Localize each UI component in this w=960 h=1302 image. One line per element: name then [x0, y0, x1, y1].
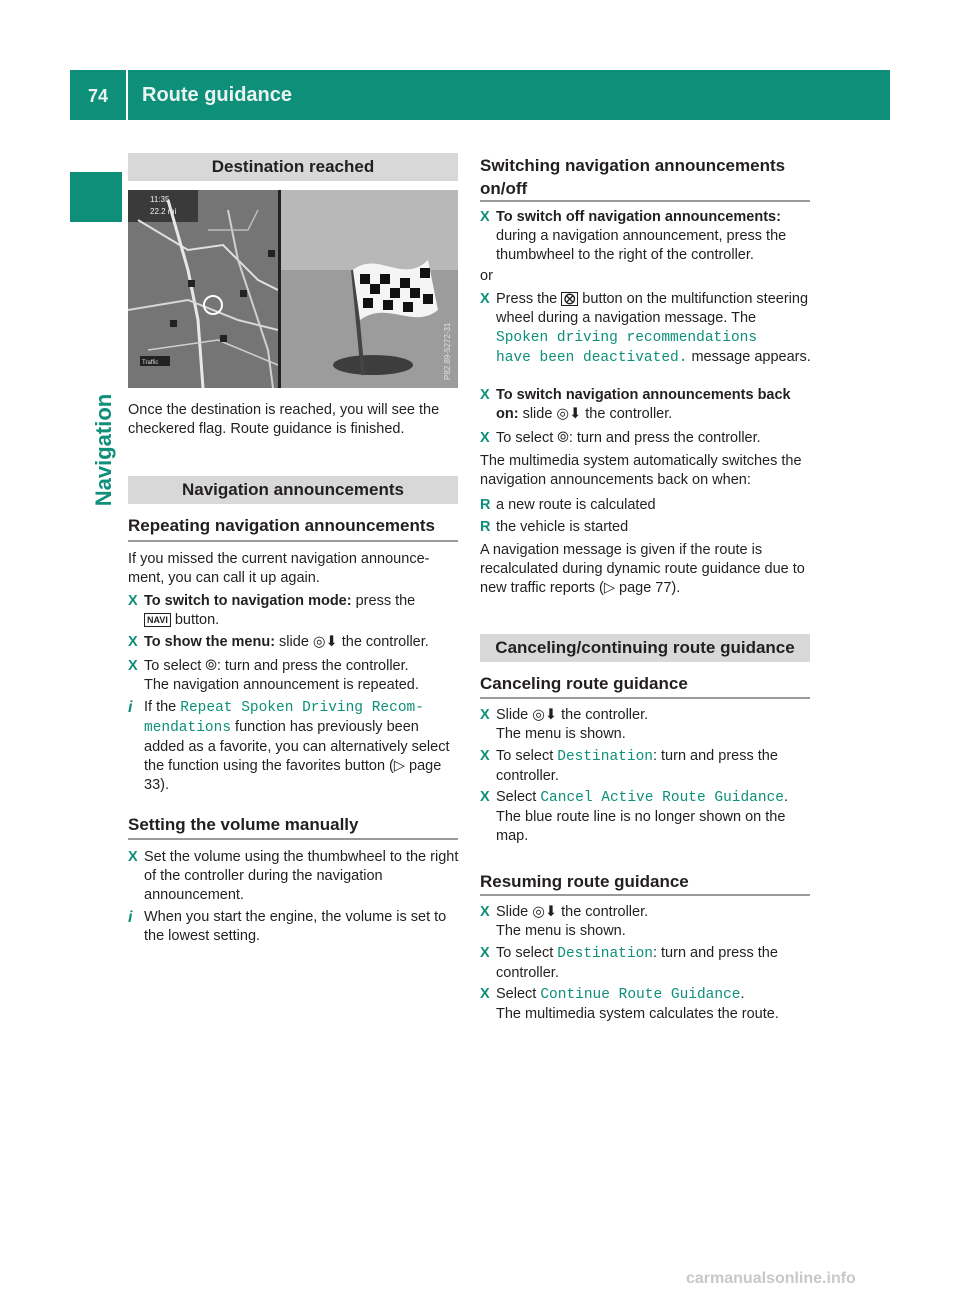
- repeating-intro: If you missed the current navigation announce-ment, you can call it up again.: [128, 551, 430, 586]
- subheading-volume: Setting the volume manually: [128, 815, 359, 834]
- body-text: A navigation message is given if the route is recalculated during dynamic route guidance due to new traffic reports (▷ page 77).: [480, 542, 805, 596]
- step-text: To select ⦾: turn and press the controller.: [496, 430, 761, 446]
- section-heading-destination: [128, 153, 458, 181]
- step-marker: X: [480, 945, 490, 961]
- step-bold: To show the menu:: [144, 634, 276, 650]
- destination-text: Once the destination is reached, you will see the checkered flag. Route guidance is finished.: [128, 402, 440, 437]
- step-marker: X: [480, 789, 490, 805]
- step-text: Slide ◎⬇ the controller.: [496, 707, 649, 723]
- note-text: function has previously been added as a favorite, you can alternatively select the function using the favorites button (▷ page 33).: [144, 719, 450, 793]
- subheading-rule: [480, 697, 810, 699]
- body-text: The multimedia system automatically switches the navigation announcements back on when:: [480, 453, 802, 488]
- step-result: The blue route line is no longer shown on the map.: [496, 809, 786, 844]
- step-text: To select: [496, 748, 558, 764]
- map-time: 11:35: [150, 195, 170, 204]
- message-name: Spoken driving recommendations: [496, 330, 758, 346]
- page-header: [70, 70, 890, 120]
- step-marker: X: [480, 986, 490, 1002]
- info-icon: i: [128, 909, 133, 926]
- list-item: [128, 633, 460, 652]
- subheading-rule: [128, 838, 458, 840]
- menu-item-name: Cancel Active Route Guidance: [540, 790, 784, 806]
- list-item: [480, 386, 812, 424]
- bullet-item: [480, 518, 812, 537]
- side-tab: [70, 172, 122, 222]
- subheading-repeating: Repeating navigation announcements: [128, 516, 435, 535]
- footer-watermark[interactable]: carmanualsonline.info: [686, 1270, 856, 1287]
- destination-image: [128, 190, 458, 388]
- step-marker: X: [480, 387, 490, 403]
- step-marker: X: [128, 849, 138, 865]
- map-traffic-label: Traffic: [142, 360, 159, 366]
- mute-button-icon: ⨂: [561, 292, 578, 306]
- bullet-item: [480, 496, 812, 515]
- step-text: slide ◎⬇ the controller.: [518, 406, 673, 422]
- list-item: [480, 208, 812, 265]
- step-marker: X: [128, 634, 138, 650]
- step-marker: X: [480, 209, 490, 225]
- list-item: [480, 903, 812, 941]
- subheading-resuming: Resuming route guidance: [480, 872, 689, 891]
- image-code: P82.89-5272-31: [443, 322, 452, 380]
- list-item: [480, 788, 812, 846]
- bullet-text: the vehicle is started: [496, 519, 629, 535]
- step-marker: X: [128, 593, 138, 609]
- message-name: have been deactivated.: [496, 350, 688, 366]
- page-number: 74: [88, 86, 109, 106]
- note-text: When you start the engine, the volume is set to the lowest setting.: [144, 909, 447, 944]
- subheading-canceling: Canceling route guidance: [480, 674, 688, 693]
- step-result: The navigation announcement is repeated.: [144, 677, 419, 693]
- navi-key-icon: NAVI: [144, 613, 171, 627]
- step-text: Slide ◎⬇ the controller.: [496, 904, 649, 920]
- step-text: message appears.: [687, 349, 811, 365]
- side-label-text: Navigation: [91, 393, 116, 507]
- step-marker: X: [480, 707, 490, 723]
- step-result: The multimedia system calculates the route.: [496, 1006, 779, 1022]
- map-distance: 22.2 mi: [150, 207, 177, 216]
- step-text: slide ◎⬇ the controller.: [275, 634, 429, 650]
- section-heading-text: Destination reached: [211, 157, 375, 176]
- step-text: during a navigation announcement, press the thumbwheel to the right of the controller.: [496, 228, 787, 263]
- step-text: : turn and press the controller.: [496, 945, 778, 981]
- section-heading-text: Canceling/continuing route guidance: [495, 638, 795, 657]
- step-bold: To switch to navigation mode:: [144, 593, 352, 609]
- side-section-label: [84, 393, 124, 507]
- list-item: [480, 706, 812, 744]
- step-bold: To switch navigation announcements back on:: [496, 387, 791, 422]
- step-text: .: [740, 986, 745, 1002]
- step-marker: X: [480, 291, 490, 307]
- step-marker: X: [480, 430, 490, 446]
- list-item: [128, 592, 460, 630]
- section-heading-canceling: [480, 634, 810, 662]
- bullet-marker: R: [480, 519, 491, 535]
- step-text: Select: [496, 986, 541, 1002]
- list-item: [480, 429, 812, 448]
- step-text: press the: [351, 593, 416, 609]
- list-item: [128, 657, 460, 695]
- list-item: [480, 985, 812, 1024]
- destination-screenshot: [128, 190, 458, 388]
- step-text: Select: [496, 789, 541, 805]
- step-text: Set the volume using the thumbwheel to the right of the controller during the navigation announcement.: [144, 849, 459, 903]
- subheading-rule: [480, 200, 810, 202]
- step-bold: To switch off navigation announcements:: [496, 209, 781, 225]
- bullet-marker: R: [480, 497, 491, 513]
- menu-item-name: Continue Route Guidance: [540, 987, 741, 1003]
- note-text: If the: [144, 699, 181, 715]
- subheading-rule: [128, 540, 458, 542]
- subheading-rule: [480, 894, 810, 896]
- info-note: [128, 908, 460, 946]
- section-heading-announcements: [128, 476, 458, 504]
- step-text: To select ⦾: turn and press the controller.: [144, 658, 409, 674]
- info-icon: i: [128, 699, 133, 716]
- list-item: [128, 848, 460, 905]
- step-result: The menu is shown.: [496, 923, 626, 939]
- step-marker: X: [128, 658, 138, 674]
- menu-item-name: Destination: [557, 946, 653, 962]
- section-heading-text: Navigation announcements: [182, 480, 404, 499]
- list-item: [480, 747, 812, 786]
- step-text: button.: [170, 612, 220, 628]
- menu-item-name: Destination: [557, 749, 653, 765]
- step-text: button on the multifunction steering wheel during a navigation message. The: [496, 291, 809, 326]
- subheading-switching: Switching navigation announcements on/off: [480, 156, 786, 198]
- step-marker: X: [480, 748, 490, 764]
- list-item: [480, 944, 812, 983]
- bullet-text: a new route is calculated: [496, 497, 656, 513]
- step-result: The menu is shown.: [496, 726, 626, 742]
- step-marker: X: [480, 904, 490, 920]
- menu-item-name: mendations: [144, 720, 232, 736]
- chapter-title: Route guidance: [142, 84, 293, 106]
- step-text: .: [783, 789, 789, 805]
- menu-item-name: Repeat Spoken Driving Recom‐: [180, 700, 424, 716]
- step-text: Press the: [496, 291, 562, 307]
- info-note: [128, 698, 460, 795]
- step-text: : turn and press the controller.: [496, 748, 778, 784]
- header-divider: [126, 70, 128, 120]
- list-item: [480, 290, 812, 368]
- step-text: To select: [496, 945, 558, 961]
- or-text: or: [480, 268, 493, 284]
